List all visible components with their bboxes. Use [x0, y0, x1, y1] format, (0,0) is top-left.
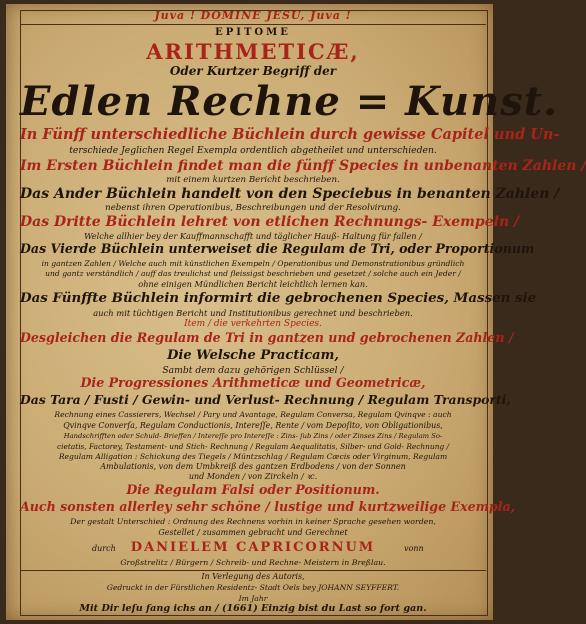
divider [20, 570, 486, 571]
durch-word: durch [92, 544, 116, 553]
text-line-22: Qvinqve Converſa, Regulam Conductionis, Intereſſe, Rente / vom Depoſito, von Obligationibus, [63, 421, 443, 430]
text-line-25: Regulam Alligation : Schickung des Tiegels / Müntzschlag / Regulam Cæcis oder Virginum, Regulam [58, 452, 448, 461]
text-line-20: Das Tara / Fusti / Gewin- und Verlust- Rechnung / Regulam Transporti, [20, 392, 511, 407]
text-line-27: und Monden / von Zirckeln / ꝛc. [188, 472, 318, 481]
main-title: Edlen Rechne = Kunst. [20, 78, 559, 125]
text-line-5: Das Ander Büchlein handelt von den Speciebus in benanten Zahlen / [20, 186, 560, 202]
author-name: DANIELEM CAPRICORNUM [130, 540, 376, 555]
arithmeticae-heading: ARITHMETICÆ, [146, 39, 360, 64]
text-line-21: Rechnung eines Cassierers, Wechsel / Pary und Avantage, Regulam Conversa, Regulam Qvinqve : auch [54, 410, 452, 419]
text-line-7: Das Dritte Büchlein lehret von etlichen Rechnungs- Exempeln / [20, 214, 520, 230]
text-line-31: Gestellet / zusammen gebracht und Gerechnet [158, 528, 348, 537]
publisher-line: In Verlegung des Autoris, [201, 572, 305, 581]
text-line-17: Die Welsche Practicam, [167, 348, 339, 363]
text-line-11: und gantz verständlich / auff das treulichst und fleissigst beschrieben und gesetzet / solche auch ein Jeder / [45, 269, 461, 278]
text-line-8: Welche allhier bey der Kauffmannschafft und täglicher Hauß- Haltung für fallen / [84, 231, 422, 241]
text-line-2: terschiede Jeglichen Regel Exempla ordentlich abgetheilet und unterschieden. [69, 145, 437, 156]
closing-motto: Mit Dir leſu fang ichs an / (1661) Einzig bist du Last so fort gan. [79, 603, 427, 614]
title-page [6, 4, 586, 620]
text-line-16: Desgleichen die Regulam de Tri in gantzen und gebrochenen Zahlen / [20, 330, 514, 345]
text-line-10: in gantzen Zahlen / Welche auch mit künstlichen Exempeln / Operationibus und Demonstrationibus gründlich [41, 259, 465, 268]
text-line-23: Handschrifften oder Schuld- Brieffen / Intereſſe pro Intereſſe : Zins- ſub Zins / oder Zinses Zins / Regulam So- [63, 432, 443, 440]
text-line-13: Das Fünffte Büchlein informirt die gebrochenen Species, Massen sie [20, 290, 537, 306]
text-line-30: Der gestalt Unterschied : Ordnung des Rechnens vorhin in keiner Sprache gesehen worden, [70, 517, 436, 526]
text-line-1: In Fünff unterschiedliche Büchlein durch gewisse Capitel und Un- [20, 126, 560, 143]
text-line-18: Sambt dem dazu gehörigen Schlüssel / [162, 365, 344, 376]
text-line-29: Auch sonsten allerley sehr schöne / lustige und kurtzweilige Exempla, [20, 499, 516, 514]
text-line-33: Großstrelitz / Bürgern / Schreib- und Rechne- Meistern in Breßlau. [120, 558, 386, 567]
divider [20, 24, 486, 25]
text-line-6: nebenst ihren Operationibus, Beschreibungen und der Resolvirung. [105, 203, 401, 213]
text-line-28: Die Regulam Falsi oder Positionum. [126, 482, 380, 497]
text-line-3: Im Ersten Büchlein findet man die fünff Species in unbenanten Zahlen / [20, 158, 586, 174]
vonn-word: vonn [404, 544, 424, 553]
text-line-26: Ambulationis, von dem Umbkreiß des gantzen Erdbodens / von der Sonnen [100, 462, 406, 471]
subtitle-oder: Oder Kurtzer Begriff der [169, 64, 337, 78]
text-line-19: Die Progressiones Arithmeticæ und Geometricæ, [80, 375, 426, 390]
text-line-14: auch mit tüchtigen Bericht und Institutionibus gerechnet und beschrieben. [93, 308, 413, 318]
epitome-heading: EPITOME [215, 27, 291, 38]
author-row [20, 541, 486, 557]
text-line-12: ohne einigen Mündlichen Bericht leichtlich lernen kan. [138, 279, 368, 289]
text-line-15: Item / die verkehrten Species. [184, 319, 322, 329]
text-line-4: mit einem kurtzen Bericht beschrieben. [166, 175, 340, 185]
text-line-24: cietatis, Factorey, Testament- und Stich- Rechnung / Regulam Aequalitatis, Silber- und Gold- Rechnung / [56, 442, 450, 451]
printer-line: Gedruckt in der Fürstlichen Residentz- Stadt Oels bey JOHANN SEYFFERT. [106, 583, 400, 592]
year-label: Im Jahr [238, 594, 268, 603]
motto: Juva ! DOMINE JESU, Juva ! [154, 9, 352, 22]
text-line-9: Das Vierde Büchlein unterweiset die Regulam de Tri, oder Proportionum [20, 241, 535, 256]
